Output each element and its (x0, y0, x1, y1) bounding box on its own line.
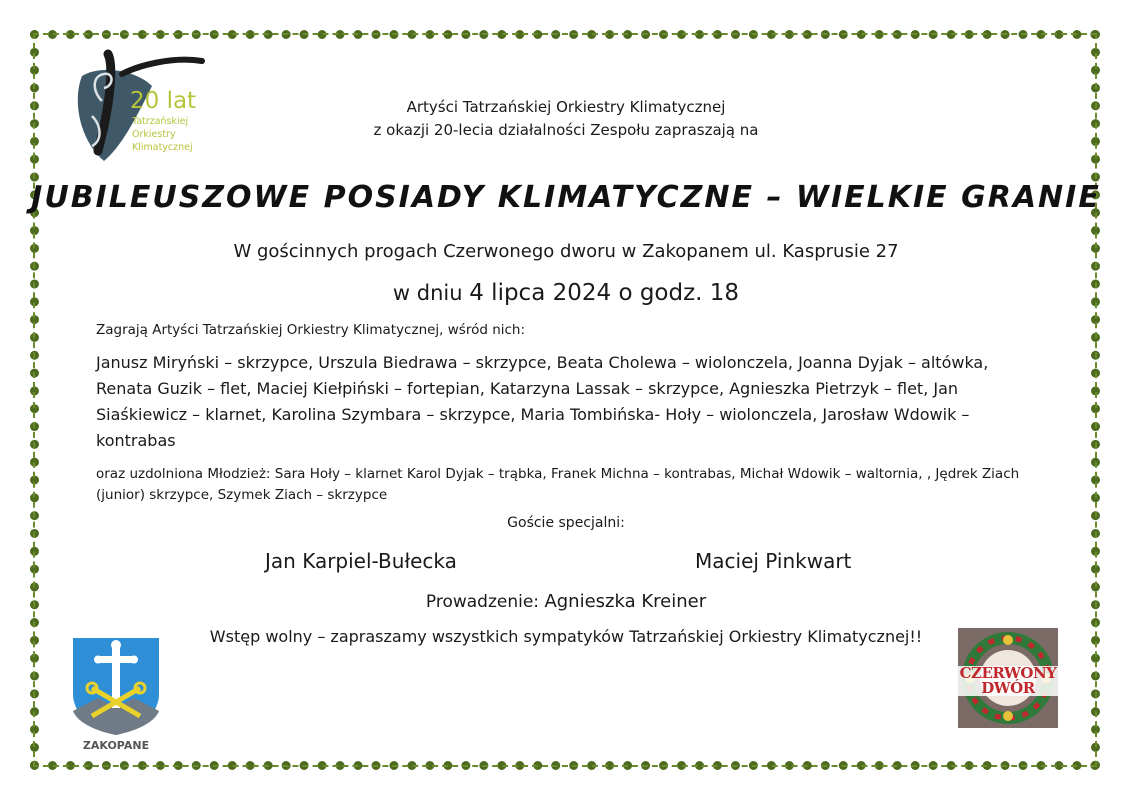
host-label: Prowadzenie: (425, 592, 540, 612)
guest-name: Jan Karpiel-Bułecka (265, 549, 457, 573)
intro-line-1: Artyści Tatrzańskiej Orkiestry Klimatycznej (406, 98, 726, 116)
entry-note: Wstęp wolny – zapraszamy wszystkich sympatyków Tatrzańskiej Orkiestry Klimatycznej!! (209, 627, 923, 646)
dwor-line2: DWÓR (981, 679, 1035, 697)
dwor-line1: CZERWONY (959, 664, 1057, 682)
host-line (0, 591, 1132, 612)
performers-lead: Zagrają Artyści Tatrzańskiej Orkiestry Klimatycznej, wśród nich: (96, 322, 526, 338)
czerwony-dwor-logo (958, 628, 1058, 728)
guest-name: Maciej Pinkwart (695, 549, 852, 573)
shield-icon (70, 636, 162, 736)
event-title: JUBILEUSZOWE POSIADY KLIMATYCZNE – WIELKIE GRANIE (31, 180, 1101, 215)
host-name: Agnieszka Kreiner (544, 591, 707, 612)
logo-line2: Orkiestry (132, 129, 176, 140)
guests-label: Goście specjalni: (507, 515, 625, 531)
event-venue: W gościnnych progach Czerwonego dworu w Zakopanem ul. Kasprusie 27 (233, 241, 899, 262)
date-prefix: w dniu (392, 281, 463, 305)
czerwony-dwor-label (958, 666, 1058, 696)
zakopane-coat-of-arms (70, 636, 162, 756)
logo-20-lat: 20 lat (130, 88, 197, 114)
logo-line1: Tatrzańskiej (132, 116, 189, 127)
date-value: 4 lipca 2024 o godz. 18 (469, 280, 740, 306)
performers-youth: oraz uzdolniona Młodzież: Sara Hoły – klarnet Karol Dyjak – trąbka, Franek Michna – kontrabas, Michał Wdowik – waltornia, , Jędrek Ziach (junior) skrzypce, Szymek Ziach – skrzypce (96, 466, 1020, 503)
zakopane-label: ZAKOPANE (82, 739, 150, 752)
logo-line3: Klimatycznej (132, 142, 193, 153)
event-date (0, 280, 1132, 306)
intro-line-2: z okazji 20-lecia działalności Zespołu zapraszają na (373, 121, 759, 139)
performers-artists: Janusz Miryński – skrzypce, Urszula Biedrawa – skrzypce, Beata Cholewa – wiolonczela, Joanna Dyjak – altówka, Renata Guzik – flet, Maciej Kiełpiński – fortepian, Katarzyna Lassak – skrzypce, Agnieszka Pietrzyk – flet, Jan Siaśkiewicz – klarnet, Karolina Szymbara – skrzypce, Maria Tombińska- Hoły – wiolonczela, Jarosław Wdowik – kontrabas (96, 353, 989, 450)
